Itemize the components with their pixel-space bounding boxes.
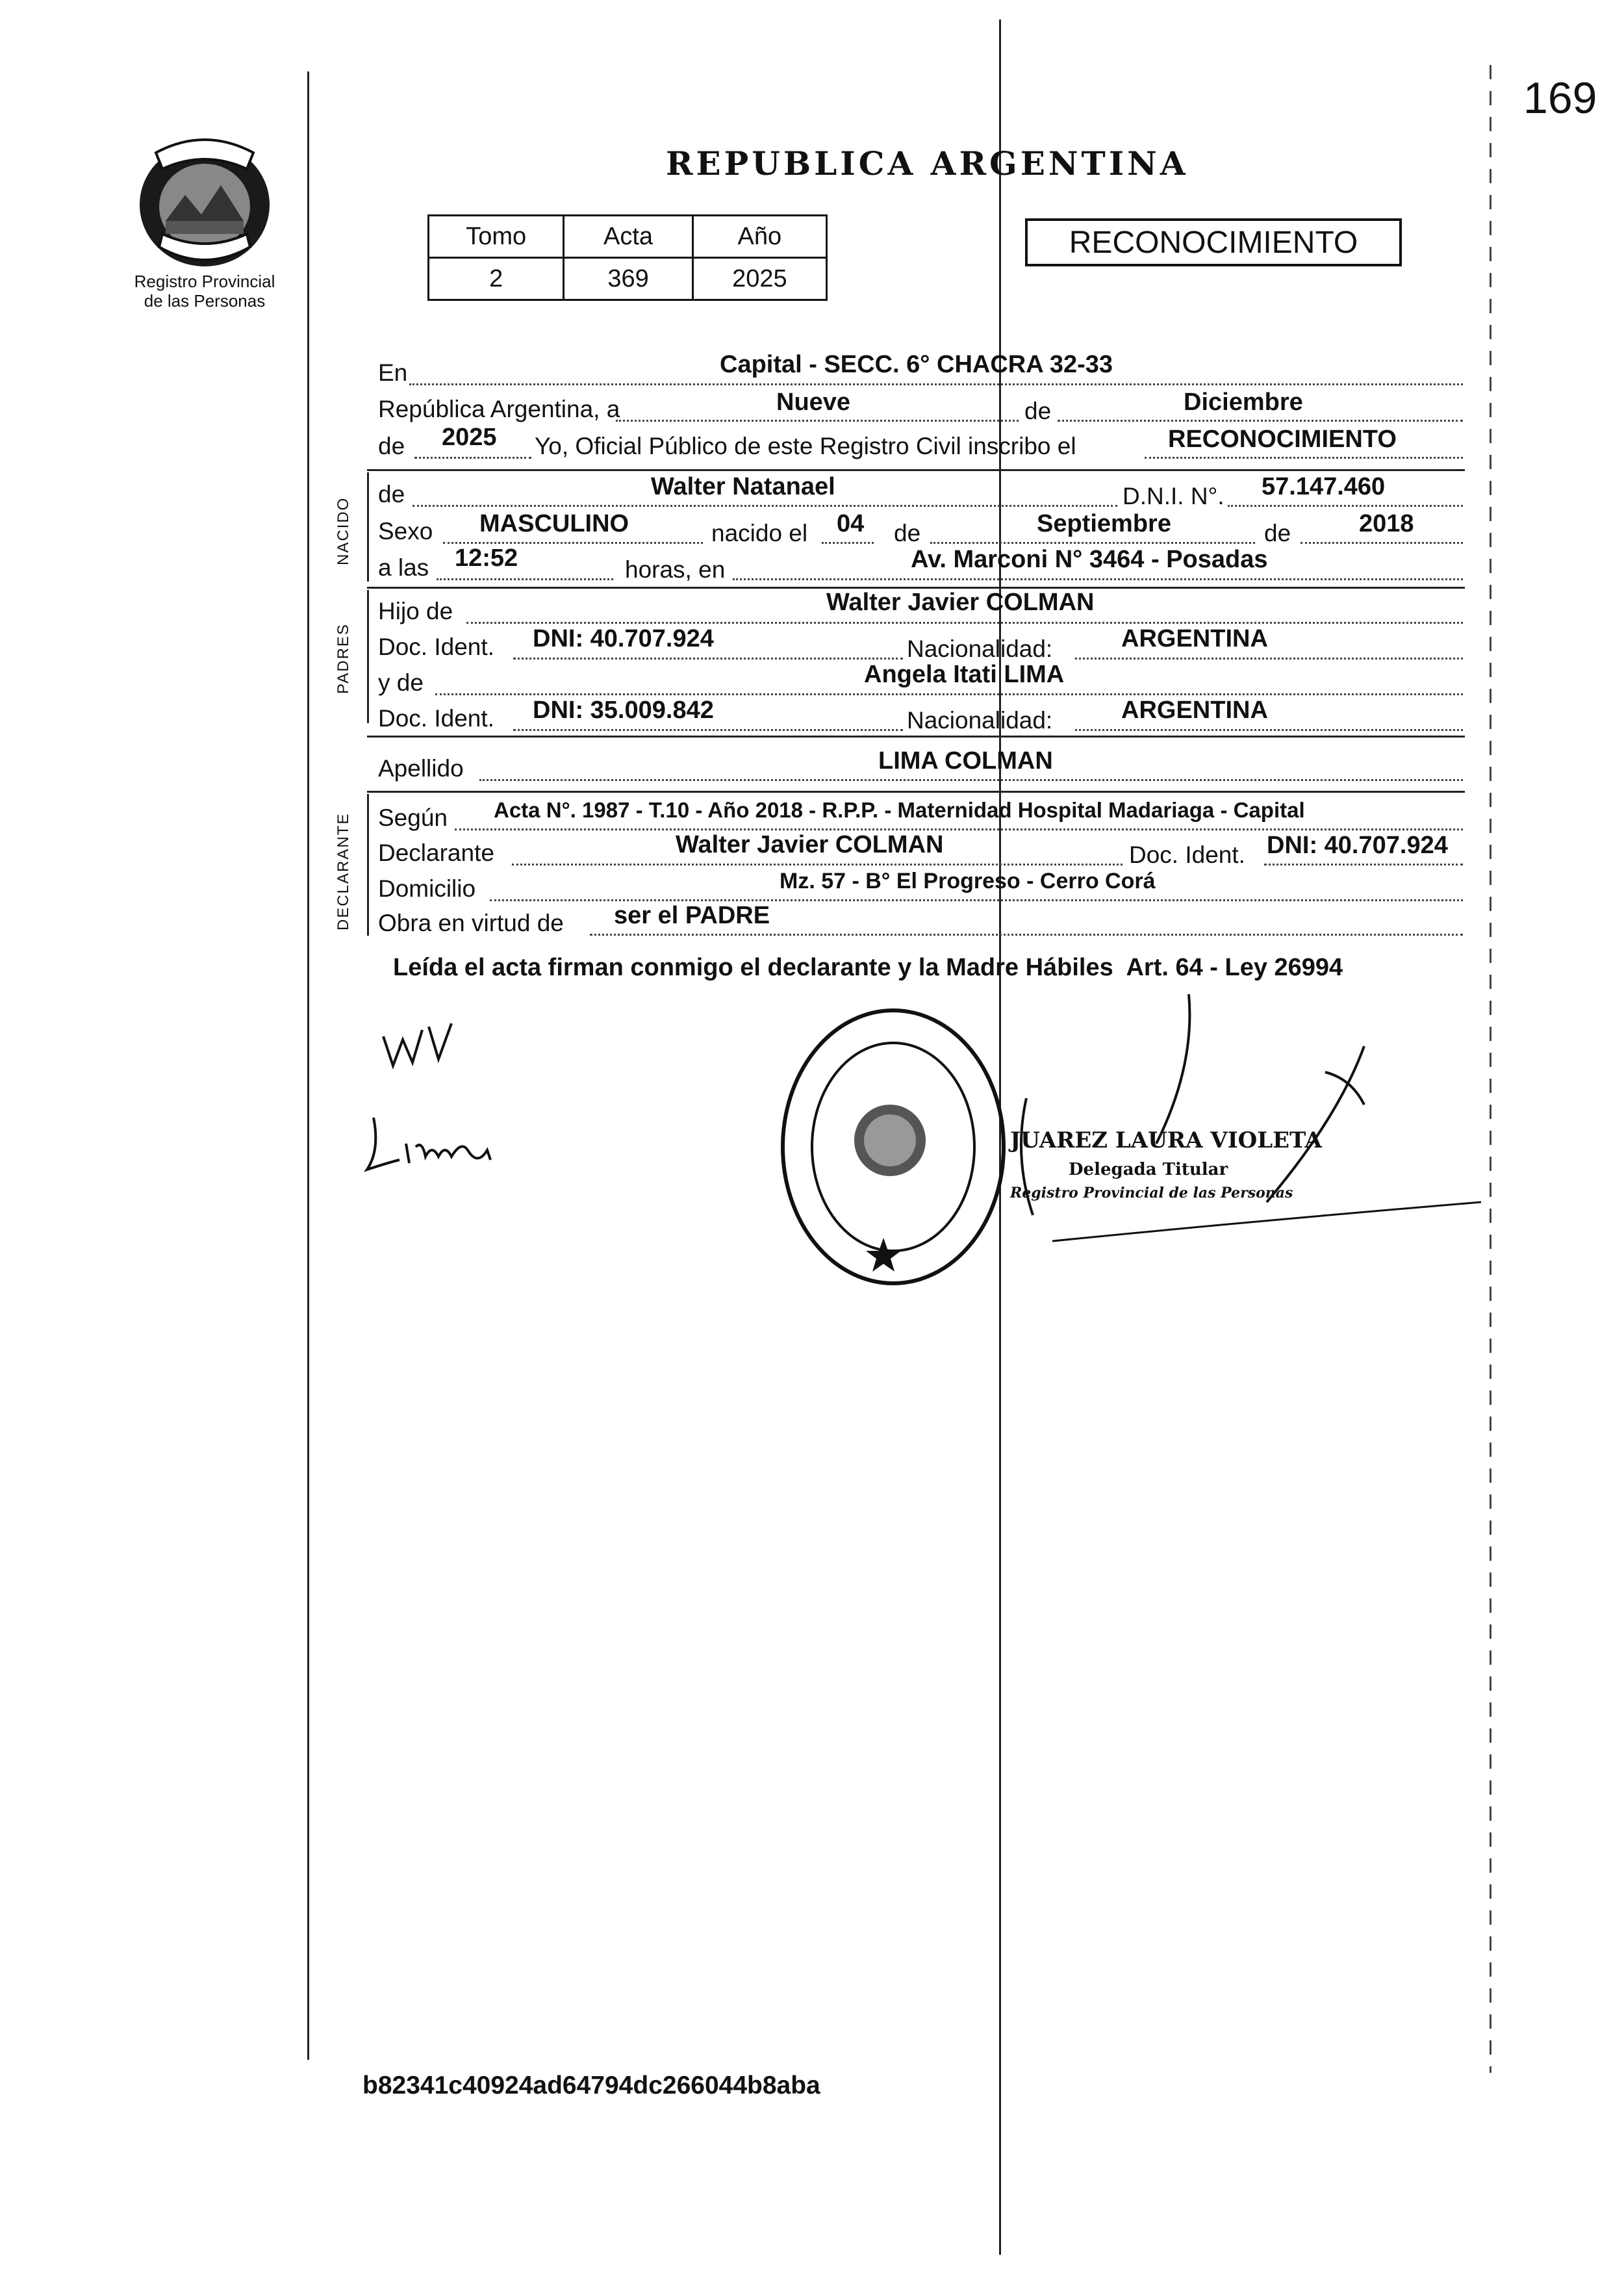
official-name: JUAREZ LAURA VIOLETA	[1010, 1127, 1322, 1153]
nacido-sexo: MASCULINO	[479, 510, 629, 537]
logo-caption	[104, 272, 305, 311]
padres-mother-nat: ARGENTINA	[1121, 697, 1268, 724]
padres-nac-label: Nacionalidad:	[907, 635, 1053, 662]
padres-y-de-label: y de	[378, 669, 424, 696]
padres-father-nat-dots	[1075, 658, 1463, 660]
nacido-horas-label: horas, en	[625, 556, 726, 583]
apellido-label: Apellido	[378, 755, 464, 782]
intro-de-label: de	[1024, 398, 1052, 424]
padres-doc-label: Doc. Ident.	[378, 634, 494, 660]
declarante-doc-label: Doc. Ident.	[1129, 841, 1245, 868]
table-header-acta: Acta	[564, 216, 692, 258]
declarante-label: Declarante	[378, 840, 494, 866]
padres-mother-doc: DNI: 35.009.842	[533, 697, 714, 724]
province-seal-icon	[130, 123, 279, 273]
intro-day: Nueve	[776, 389, 851, 416]
closing-text: Leída el acta firman conmigo el declarante y la Madre Hábiles Art. 64 - Ley 26994	[393, 954, 1343, 981]
nacido-dni: 57.147.460	[1262, 473, 1386, 500]
padres-father-name: Walter Javier COLMAN	[826, 589, 1095, 616]
nacido-place-dots	[733, 578, 1463, 580]
registry-stamp-icon	[776, 1004, 1010, 1290]
nacido-birth-day: 04	[837, 510, 865, 537]
nacido-birth-year: 2018	[1359, 510, 1414, 537]
intro-oficial-text: Yo, Oficial Público de este Registro Civil inscribo el	[535, 433, 1076, 459]
intro-month: Diciembre	[1184, 389, 1303, 416]
padres-mother-doc-dots	[513, 729, 903, 731]
nacido-de-label3: de	[1264, 520, 1291, 546]
country-title: REPUBLICA ARGENTINA	[666, 144, 1189, 183]
declarante-doc: DNI: 40.707.924	[1267, 832, 1448, 859]
nacido-birth-time: 12:52	[455, 545, 518, 572]
declarante-domicilio-dots	[490, 899, 1463, 901]
declarante-obra: ser el PADRE	[614, 902, 770, 929]
nacido-birth-month: Septiembre	[1037, 510, 1171, 537]
intro-act: RECONOCIMIENTO	[1168, 426, 1397, 453]
nacido-bracket	[367, 472, 369, 582]
table-header-ano: Año	[692, 216, 826, 258]
nacido-birth-place: Av. Marconi N° 3464 - Posadas	[911, 546, 1268, 573]
table-value-acta: 369	[564, 258, 692, 300]
declarante-obra-dots	[590, 934, 1463, 936]
intro-place: Capital - SECC. 6° CHACRA 32-33	[720, 351, 1113, 378]
section-label-declarante: DECLARANTE	[335, 812, 352, 930]
section-label-nacido: NACIDO	[335, 496, 352, 565]
nacido-a-las-label: a las	[378, 554, 429, 581]
section-label-padres: PADRES	[335, 623, 352, 694]
table-value-ano: 2025	[692, 258, 826, 300]
nacido-dni-label: D.N.I. N°.	[1123, 483, 1224, 509]
nacido-day-dots	[822, 542, 874, 544]
declarante-segun-dots	[455, 828, 1463, 830]
act-type-box: RECONOCIMIENTO	[1025, 218, 1402, 266]
intro-de2-label: de	[378, 433, 405, 459]
nacido-sexo-dots	[443, 542, 703, 544]
registry-table	[427, 214, 828, 301]
nacido-year-dots	[1300, 542, 1463, 544]
declarante-domicilio: Mz. 57 - B° El Progreso - Cerro Corá	[780, 869, 1156, 893]
official-title: Delegada Titular	[1069, 1160, 1228, 1179]
logo-caption-line1: Registro Provincial	[134, 272, 275, 291]
handwritten-signature-mother	[354, 1105, 516, 1189]
nacido-time-dots	[437, 578, 613, 580]
declarante-domicilio-label: Domicilio	[378, 875, 476, 902]
padres-father-doc: DNI: 40.707.924	[533, 625, 714, 652]
table-header-tomo: Tomo	[429, 216, 564, 258]
intro-month-dots	[1058, 420, 1463, 422]
nacido-name-dots	[412, 505, 1117, 507]
declarante-name-dots	[512, 864, 1123, 866]
nacido-nacido-label: nacido el	[711, 520, 808, 546]
intro-year: 2025	[442, 424, 497, 451]
page-number: 169	[1523, 73, 1597, 123]
official-org: Registro Provincial de las Personas	[1010, 1185, 1293, 1201]
declarante-obra-label: Obra en virtud de	[378, 910, 564, 936]
intro-day-dots	[616, 420, 1019, 422]
intro-place-dots	[409, 383, 1463, 385]
logo-caption-line2: de las Personas	[144, 291, 266, 311]
table-value-tomo: 2	[429, 258, 564, 300]
separator-apellido	[367, 791, 1465, 793]
nacido-sexo-label: Sexo	[378, 518, 433, 545]
left-margin-line	[307, 71, 309, 2060]
padres-mother-name: Angela Itati LIMA	[864, 661, 1065, 688]
apellido-dots	[479, 779, 1463, 781]
padres-father-dots	[466, 622, 1463, 624]
padres-father-nat: ARGENTINA	[1121, 625, 1268, 652]
intro-year-dots	[414, 457, 531, 459]
apellido-value: LIMA COLMAN	[878, 747, 1053, 775]
padres-bracket	[367, 590, 369, 723]
padres-hijo-label: Hijo de	[378, 598, 453, 624]
intro-en-label: En	[378, 359, 408, 386]
nacido-month-dots	[930, 542, 1255, 544]
padres-mother-nat-dots	[1075, 729, 1463, 731]
padres-mother-dots	[435, 693, 1463, 695]
nacido-de-label2: de	[894, 520, 921, 546]
official-signature-strokes	[987, 988, 1507, 1261]
province-logo	[130, 123, 279, 273]
declarante-doc-dots	[1264, 864, 1463, 866]
nacido-name: Walter Natanael	[651, 473, 835, 500]
nacido-dni-dots	[1228, 505, 1463, 507]
separator-intro	[367, 469, 1465, 471]
document-hash: b82341c40924ad64794dc266044b8aba	[362, 2072, 820, 2099]
padres-father-doc-dots	[513, 658, 903, 660]
handwritten-initials	[377, 1014, 474, 1085]
registry-stamp	[776, 1004, 1010, 1290]
separator-padres	[367, 736, 1465, 738]
declarante-bracket	[367, 794, 369, 936]
padres-doc-label2: Doc. Ident.	[378, 705, 494, 732]
intro-act-dots	[1145, 457, 1463, 459]
nacido-de-label: de	[378, 481, 405, 507]
declarante-segun-value: Acta N°. 1987 - T.10 - Año 2018 - R.P.P. - Maternidad Hospital Madariaga - Capital	[494, 798, 1305, 822]
padres-nac-label2: Nacionalidad:	[907, 707, 1053, 734]
intro-republica-label: República Argentina, a	[378, 396, 620, 422]
declarante-name: Walter Javier COLMAN	[676, 831, 944, 858]
declarante-segun-label: Según	[378, 804, 448, 831]
